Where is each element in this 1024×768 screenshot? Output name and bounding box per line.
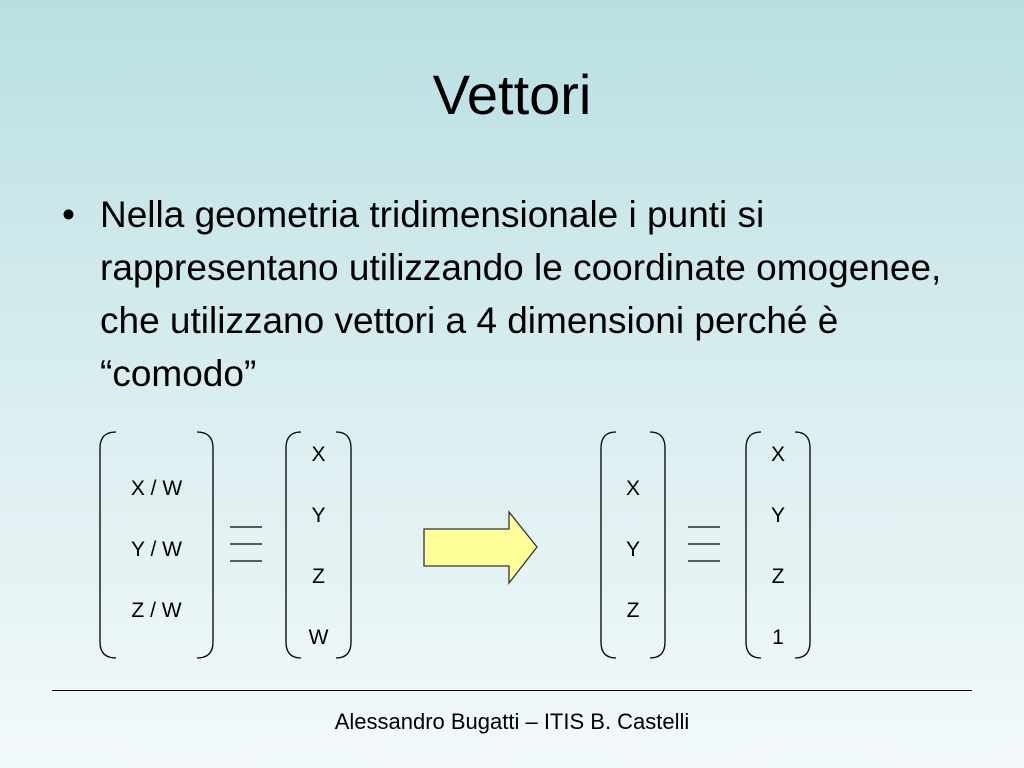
unit-vector-z: Z: [771, 565, 785, 588]
normalized-vector-y: Y / W: [131, 538, 182, 561]
homogeneous-vector-w: W: [308, 626, 329, 649]
normalized-vector-x: X / W: [130, 477, 183, 500]
bullet-text: Nella geometria tridimensionale i punti si rappresentano utilizzando le coordinate omogenee, che utilizzano vettori a 4 dimensioni perché è “comodo”: [100, 194, 942, 394]
unit-vector-w: 1: [772, 626, 784, 649]
normalized-vector-z: Z / W: [131, 599, 182, 622]
bullet-marker: •: [62, 194, 75, 235]
footer-author: Alessandro Bugatti – ITIS B. Castelli: [334, 709, 690, 734]
cartesian-vector-y: Y: [625, 538, 640, 561]
slide-title: Vettori: [432, 63, 592, 126]
equivalence-symbol-left: [230, 527, 262, 561]
homogeneous-vector-z: Z: [312, 565, 325, 588]
right-arrow-icon: [424, 512, 537, 583]
unit-vector-y: Y: [770, 504, 785, 527]
equivalence-symbol-right: [688, 527, 720, 561]
cartesian-vector-x: X: [625, 477, 640, 500]
cartesian-vector-z: Z: [626, 599, 640, 622]
unit-vector-x: X: [770, 443, 785, 466]
homogeneous-vector-x: X: [311, 443, 326, 466]
footer-divider: [52, 690, 972, 691]
homogeneous-vector-y: Y: [311, 504, 326, 527]
